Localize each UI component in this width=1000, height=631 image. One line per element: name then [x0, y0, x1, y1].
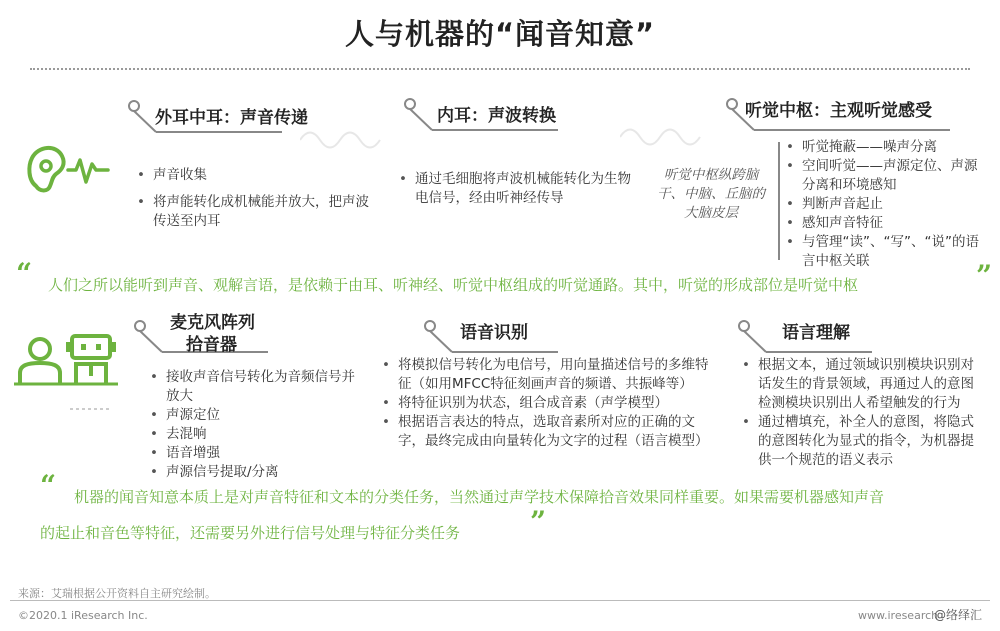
list-item: • 空间听觉——声源定位、声源分离和环境感知 [784, 157, 980, 195]
section-title-mic-array: 麦克风阵列 [170, 313, 255, 333]
speech-recognition-list [380, 356, 715, 451]
quote-close-mark: ” [976, 259, 993, 292]
list-item: • 听觉掩蔽——噪声分离 [784, 138, 980, 157]
machine-summary-quote-line2: 的起止和音色等特征，还需要另外进行信号处理与特征分类任务 [40, 524, 461, 542]
section-title-speech-recognition: 语音识别 [460, 323, 528, 343]
section-title-pickup: 拾音器 [186, 335, 237, 355]
section-title-language-understanding: 语言理解 [782, 323, 850, 343]
footer-divider [10, 600, 990, 601]
quote-close-mark: ” [530, 505, 547, 538]
mic-array-list [148, 368, 363, 482]
wave-decoration [620, 122, 710, 152]
list-item: • 将声能转化成机械能并放大，把声波传送至内耳 [135, 193, 370, 231]
list-item: • 根据语言表达的特点，选取音素所对应的正确的文字，最终完成由向量转化为文字的过程（语言模型） [380, 413, 715, 451]
ear-icon [22, 140, 112, 200]
list-item: • 将特征识别为状态，组合成音素（声学模型） [380, 394, 715, 413]
list-item: • 判断声音起止 [784, 195, 980, 214]
list-item: • 通过槽填充，补全人的意图，将隐式的意图转化为显式的指令，为机器提供一个规范的语义表示 [740, 413, 985, 470]
vertical-divider [774, 142, 784, 262]
list-item: • 将模拟信号转化为电信号，用向量描述信号的多维特征（如用MFCC特征刻画声音的频谱、共振峰等） [380, 356, 715, 394]
list-item: • 通过毛细胞将声波机械能转化为生物电信号，经由听神经传导 [397, 170, 637, 208]
list-item: • 接收声音信号转化为音频信号并放大 [148, 368, 363, 406]
robot-icon [66, 332, 116, 386]
list-item: • 声音收集 [135, 166, 370, 185]
dotted-decoration [70, 406, 110, 412]
outer-ear-list [135, 166, 370, 231]
title-divider [30, 68, 970, 70]
section-title-outer-middle-ear: 外耳中耳：声音传递 [155, 108, 308, 128]
list-item: • 语音增强 [148, 444, 363, 463]
watermark: @络绎汇 [934, 608, 983, 622]
list-item: • 感知声音特征 [784, 214, 980, 233]
auditory-center-list [784, 138, 980, 271]
page-title: 人与机器的“闻音知意” [344, 17, 656, 51]
machine-summary-quote-line1: 机器的闻音知意本质上是对声音特征和文本的分类任务，当然通过声学技术保障拾音效果同样重要。如果需要机器感知声音 [74, 488, 885, 506]
inner-ear-list [397, 170, 637, 208]
list-item: • 声源定位 [148, 406, 363, 425]
quote-open-mark: “ [16, 257, 33, 290]
list-item: • 根据文本，通过领域识别模块识别对话发生的背景领域，再通过人的意图检测模块识别出人希望触发的行为 [740, 356, 985, 413]
section-title-inner-ear: 内耳：声波转换 [437, 106, 556, 126]
human-summary-quote: 人们之所以能听到声音、观解言语，是依赖于由耳、听神经、听觉中枢组成的听觉通路。其中，听觉的形成部位是听觉中枢 [48, 276, 859, 294]
auditory-center-note: 听觉中枢纵跨脑干、中脑、丘脑的大脑皮层 [657, 167, 765, 221]
source-note: 来源：艾瑞根据公开资料自主研究绘制。 [18, 587, 216, 600]
quote-open-mark: “ [40, 469, 57, 502]
section-title-auditory-center: 听觉中枢：主观听觉感受 [745, 101, 932, 121]
list-item: • 与管理“读”、“写”、“说”的语言中枢关联 [784, 233, 980, 271]
list-item: • 去混响 [148, 425, 363, 444]
language-understanding-list [740, 356, 985, 470]
website: www.iresearch [858, 609, 939, 622]
list-item: • 声源信号提取/分离 [148, 463, 363, 482]
wave-decoration [300, 125, 390, 155]
copyright: ©2020.1 iResearch Inc. [18, 609, 148, 622]
